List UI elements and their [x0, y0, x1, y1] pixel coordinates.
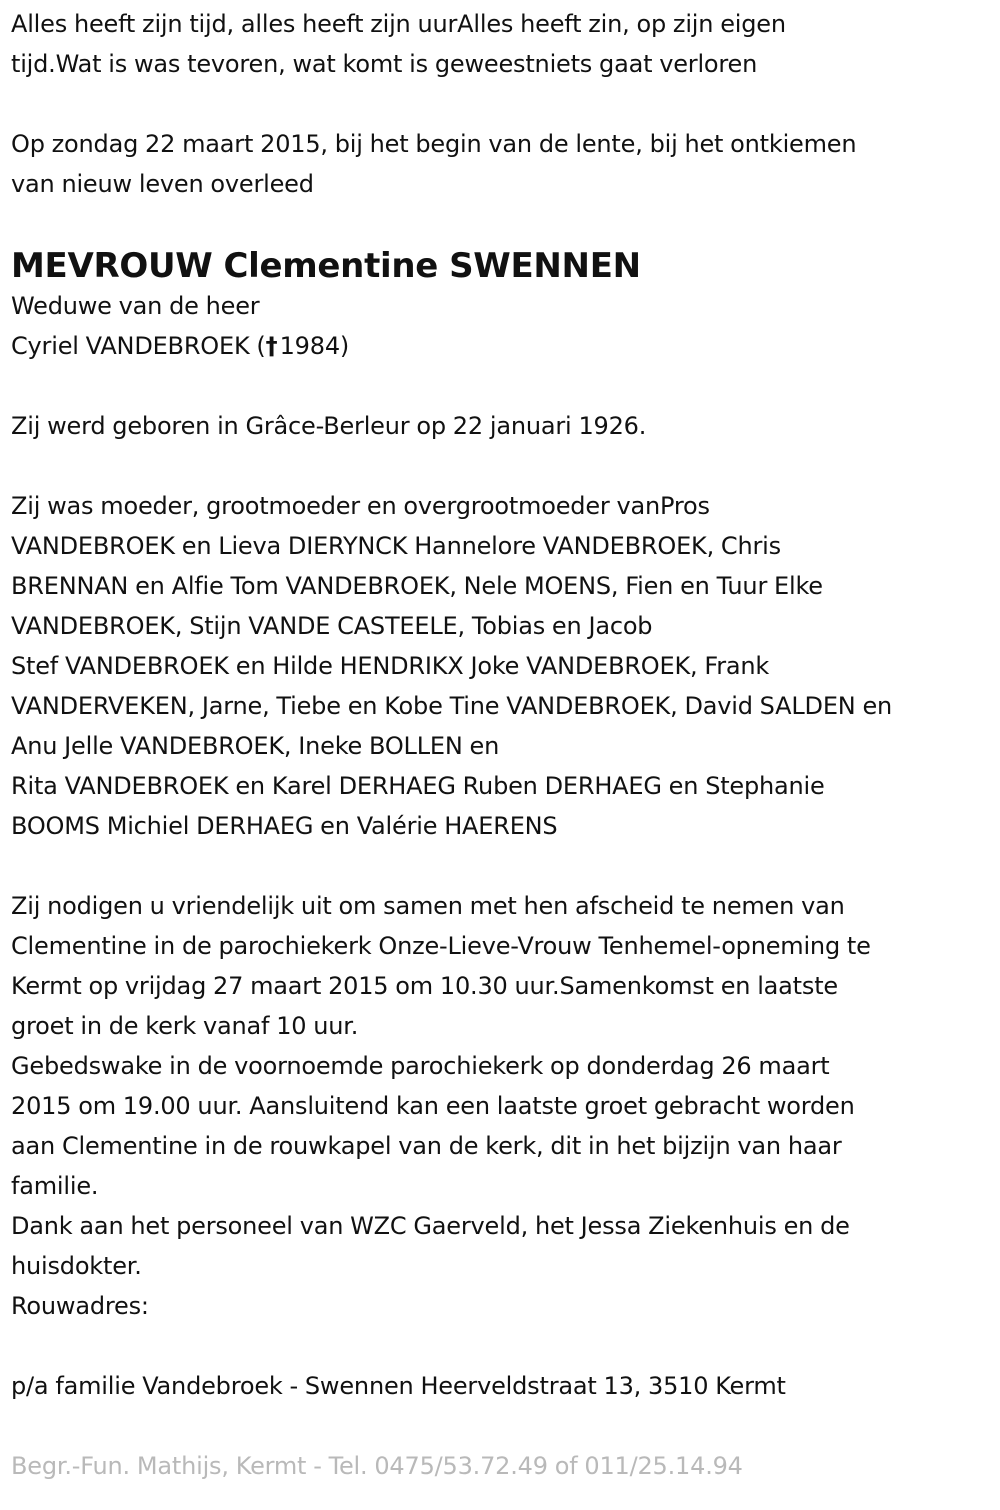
spouse-death-year: 1984) — [279, 332, 350, 360]
address-block — [11, 1366, 988, 1406]
family-line: BOOMS Michiel DERHAEG en Valérie HAERENS — [11, 812, 558, 840]
poem-block — [11, 4, 988, 84]
spouse-line — [11, 326, 988, 366]
poem-line: Alles heeft zijn tijd, alles heeft zijn uurAlles heeft zin, op zijn eigen — [11, 10, 786, 38]
family-block — [11, 486, 988, 846]
ceremony-line: Kermt op vrijdag 27 maart 2015 om 10.30 uur.Samenkomst en laatste — [11, 972, 838, 1000]
birth-line: Zij werd geboren in Grâce-Berleur op 22 januari 1926. — [11, 412, 647, 440]
funeral-home-contact: Begr.-Fun. Mathijs, Kermt - Tel. 0475/53.72.49 of 011/25.14.94 — [11, 1452, 743, 1480]
family-line: VANDERVEKEN, Jarne, Tiebe en Kobe Tine VANDEBROEK, David SALDEN en — [11, 692, 893, 720]
poem-line: tijd.Wat is was tevoren, wat komt is geweestniets gaat verloren — [11, 50, 758, 78]
announcement-block — [11, 124, 988, 204]
birth-block — [11, 406, 988, 446]
family-line: Stef VANDEBROEK en Hilde HENDRIKX Joke VANDEBROEK, Frank — [11, 652, 770, 680]
family-line: VANDEBROEK en Lieva DIERYNCK Hannelore VANDEBROEK, Chris — [11, 532, 781, 560]
ceremony-block — [11, 886, 988, 1326]
cross-icon: † — [265, 332, 278, 360]
family-line: Zij was moeder, grootmoeder en overgrootmoeder vanPros — [11, 492, 710, 520]
ceremony-line: Zij nodigen u vriendelijk uit om samen met hen afscheid te nemen van — [11, 892, 845, 920]
announcement-line: van nieuw leven overleed — [11, 170, 314, 198]
deceased-block — [11, 242, 988, 366]
spouse-name: Cyriel VANDEBROEK ( — [11, 332, 266, 360]
ceremony-line: aan Clementine in de rouwkapel van de kerk, dit in het bijzijn van haar — [11, 1132, 842, 1160]
deceased-name: MEVROUW Clementine SWENNEN — [11, 246, 641, 286]
family-line: Anu Jelle VANDEBROEK, Ineke BOLLEN en — [11, 732, 500, 760]
family-line: VANDEBROEK, Stijn VANDE CASTEELE, Tobias en Jacob — [11, 612, 653, 640]
ceremony-line: 2015 om 19.00 uur. Aansluitend kan een laatste groet gebracht worden — [11, 1092, 855, 1120]
mourning-address: p/a familie Vandebroek - Swennen Heerveldstraat 13, 3510 Kermt — [11, 1372, 786, 1400]
rouwadres-label: Rouwadres: — [11, 1292, 149, 1320]
widow-of-label: Weduwe van de heer — [11, 292, 260, 320]
ceremony-line: groet in de kerk vanaf 10 uur. — [11, 1012, 359, 1040]
ceremony-line: Dank aan het personeel van WZC Gaerveld, het Jessa Ziekenhuis en de — [11, 1212, 850, 1240]
announcement-line: Op zondag 22 maart 2015, bij het begin van de lente, bij het ontkiemen — [11, 130, 857, 158]
funeral-home-footer — [11, 1446, 988, 1486]
family-line: Rita VANDEBROEK en Karel DERHAEG Ruben DERHAEG en Stephanie — [11, 772, 825, 800]
ceremony-line: huisdokter. — [11, 1252, 142, 1280]
ceremony-line: familie. — [11, 1172, 99, 1200]
ceremony-line: Gebedswake in de voornoemde parochiekerk op donderdag 26 maart — [11, 1052, 830, 1080]
ceremony-line: Clementine in de parochiekerk Onze-Lieve-Vrouw Tenhemel-opneming te — [11, 932, 871, 960]
family-line: BRENNAN en Alfie Tom VANDEBROEK, Nele MOENS, Fien en Tuur Elke — [11, 572, 823, 600]
